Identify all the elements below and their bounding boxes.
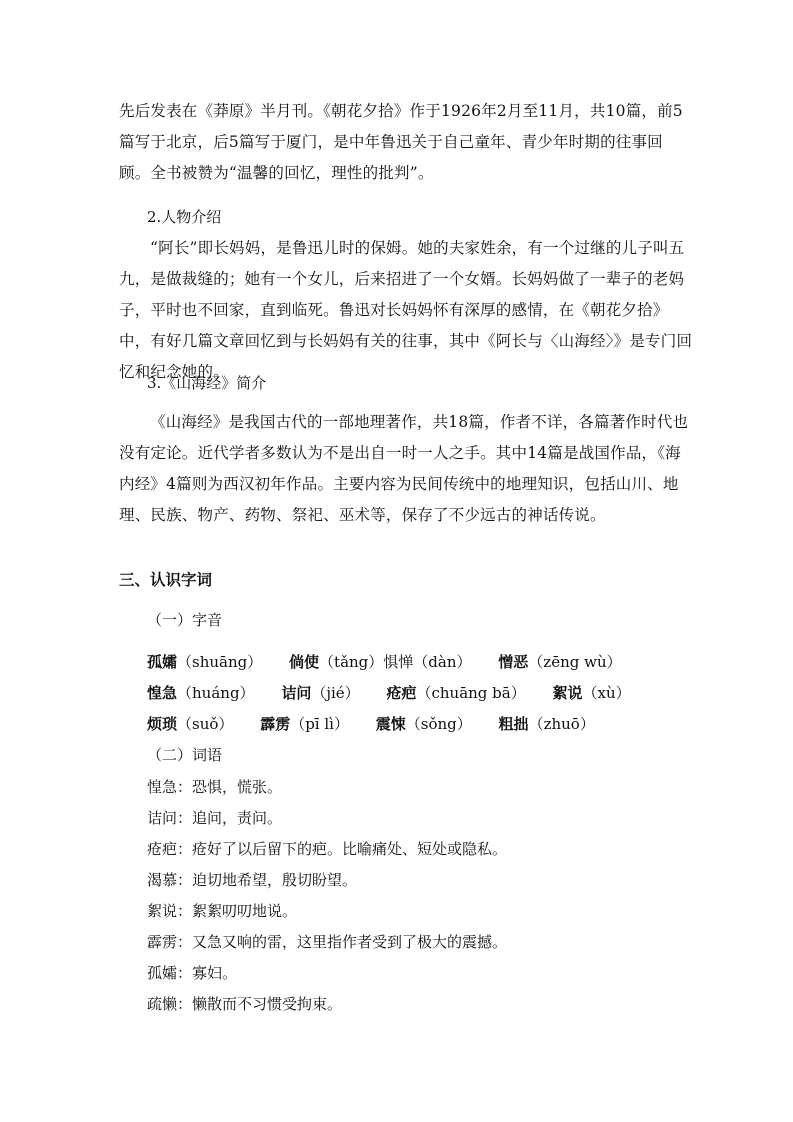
vocab-entry: 疮疤：疮好了以后留下的疤。比喻痛处、短处或隐私。 — [147, 840, 508, 858]
vocab-entry: 惶急：恐惧，慌张。 — [147, 778, 283, 796]
pronunciation-item: 絮说（xù） — [552, 684, 631, 702]
vocab-heading: （二）词语 — [147, 746, 223, 764]
vocab-entry: 渴慕：迫切地希望，殷切盼望。 — [147, 871, 358, 889]
pronunciation-item: 孤孀（shuāng） — [147, 653, 263, 671]
pronunciation-heading: （一）字音 — [147, 611, 223, 629]
pronunciation-item: 憎恶（zēng wù） — [498, 653, 622, 671]
shanhaijing-paragraph: 《山海经》是我国古代的一部地理著作，共18篇，作者不详，各篇著作时代也没有定论。近代学者多数认为不是出自一时一人之手。其中14篇是战国作品，《海内经》4篇则为西汉初年作品。主要内容为民间传统中的地理知识，包括山川、地理、民族、物产、药物、祭祀、巫术等，保存了不少远古的神话传说。 — [119, 413, 689, 524]
pronunciation-item: 惶急（huáng） — [147, 684, 255, 702]
vocab-entry: 诘问：追问，责问。 — [147, 809, 283, 827]
pronunciation-item: 粗拙（zhuō） — [498, 715, 595, 733]
pronunciation-line — [147, 647, 644, 678]
pronunciation-item: 烦琐（suǒ） — [147, 715, 234, 733]
pronunciation-item: 震悚（sǒng） — [375, 715, 472, 733]
pronunciation-line — [147, 709, 617, 740]
character-heading: 2.人物介绍 — [147, 208, 222, 226]
pronunciation-item: 倘使（tǎng）惧惮（dàn） — [289, 653, 472, 671]
pronunciation-item: 疮疤（chuāng bā） — [386, 684, 526, 702]
vocab-entry: 孤孀：寡妇。 — [147, 964, 238, 982]
pronunciation-item: 霹雳（pī lì） — [260, 715, 349, 733]
pronunciation-item: 诘问（jié） — [281, 684, 360, 702]
vocab-entry: 疏懒：懒散而不习惯受拘束。 — [147, 995, 343, 1013]
shanhaijing-heading: 3.《山海经》简介 — [147, 374, 267, 392]
pronunciation-line — [147, 678, 653, 709]
vocab-entry: 霹雳：又急又响的雷，这里指作者受到了极大的震撼。 — [147, 933, 508, 951]
section-heading: 三、认识字词 — [119, 570, 213, 589]
character-paragraph: “阿长”即长妈妈，是鲁迅儿时的保姆。她的夫家姓余，有一个过继的儿子叫五九，是做裁缝的；她有一个女儿，后来招进了一个女婿。长妈妈做了一辈子的老妈子，平时也不回家，直到临死。鲁迅对长妈妈怀有深厚的感情，在《朝花夕拾》中，有好几篇文章回忆到与长妈妈有关的往事，其中《阿长与〈山海经〉》是专门回忆和纪念她的。 — [119, 239, 693, 381]
vocab-entry: 絮说：絮絮叨叨地说。 — [147, 902, 298, 920]
intro-paragraph: 先后发表在《莽原》半月刊。《朝花夕拾》作于1926年2月至11月，共10篇，前5篇写于北京，后5篇写于厦门，是中年鲁迅关于自己童年、青少年时期的往事回顾。全书被赞为“温馨的回忆，理性的批判”。 — [119, 102, 683, 182]
